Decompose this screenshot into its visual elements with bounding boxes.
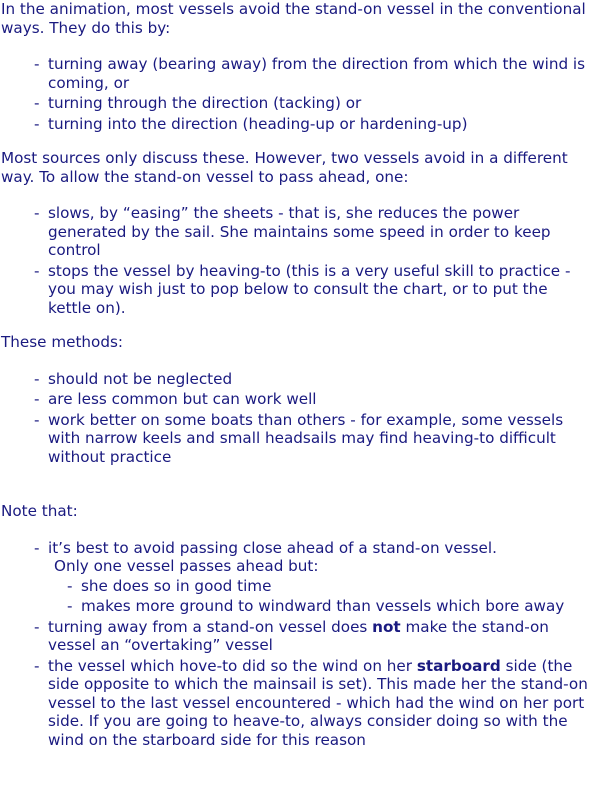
- list-item: - turning away from a stand-on vessel does not make the stand-on vessel an “overtaking” vessel: [34, 617, 549, 654]
- list-item: - slows, by “easing” the sheets - that is, she reduces the power generated by the sail. She maintains some speed in order to keep control: [34, 204, 551, 259]
- list-item: - are less common but can work well: [34, 390, 317, 408]
- list-item: - makes more ground to windward than vessels which bore away: [67, 597, 565, 615]
- list-item: - should not be neglected: [34, 369, 233, 388]
- list-item: - the vessel which hove-to did so the wind on her starboard side (the side opposite to which the mainsail is set). This made her the stand-on vessel to the last vessel encountered - which had the wind on her port side. If you are going to heave-to, always consider doing so with the wind on the starboard side for this reason: [34, 656, 588, 749]
- avoidance-list: [34, 55, 590, 133]
- list-item: - she does so in good time: [67, 576, 272, 595]
- methods-notes-list: [34, 370, 590, 467]
- intro-paragraph: In the animation, most vessels avoid the stand-on vessel in the conventional ways. They do this by:: [1, 0, 586, 37]
- list-item: - turning into the direction (heading-up or hardening-up): [34, 114, 468, 133]
- list-item: - work better on some boats than others - for example, some vessels with narrow keels and small headsails may find heaving-to difficult without practice: [34, 410, 564, 466]
- paragraph-note-that: Note that:: [1, 502, 78, 520]
- list-item: - it’s best to avoid passing close ahead of a stand-on vessel. Only one vessel passes ahead but: - she does so in good time - makes more ground to windward than vessels which bore away: [34, 539, 590, 616]
- list-item: - turning through the direction (tacking) or: [34, 94, 362, 112]
- paragraph-other-methods: Most sources only discuss these. However, two vessels avoid in a different way. To allow the stand-on vessel to pass ahead, one:: [1, 149, 568, 186]
- sub-list: [67, 577, 590, 616]
- list-item: - stops the vessel by heaving-to (this is a very useful skill to practice - you may wish just to pop below to consult the chart, or to put the kettle on).: [34, 261, 571, 317]
- paragraph-these-methods: These methods:: [1, 333, 124, 351]
- notes-list: [34, 539, 590, 750]
- list-item: - turning away (bearing away) from the direction from which the wind is coming, or: [34, 55, 586, 92]
- other-methods-list: [34, 204, 590, 317]
